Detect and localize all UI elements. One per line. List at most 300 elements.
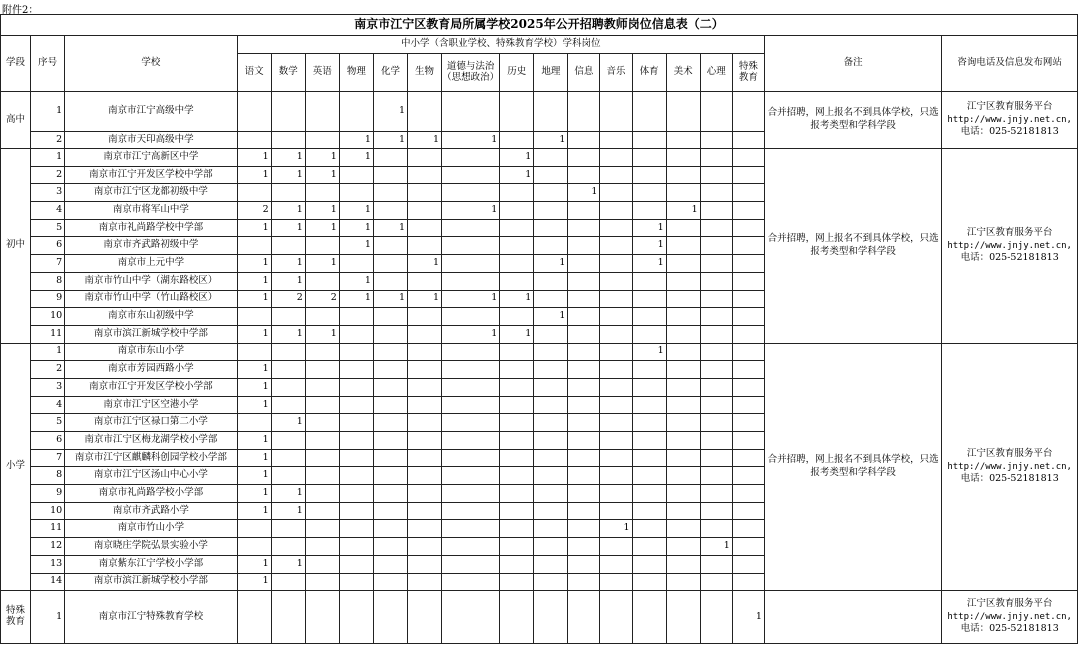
school-cell: 南京市礼尚路学校中学部 xyxy=(65,219,237,237)
count-cell xyxy=(500,378,534,396)
count-cell: 1 xyxy=(271,166,305,184)
count-cell xyxy=(732,396,764,414)
count-cell: 1 xyxy=(237,361,271,379)
count-cell: 1 xyxy=(339,149,373,167)
count-cell xyxy=(339,520,373,538)
count-cell xyxy=(442,485,500,503)
seq-cell: 9 xyxy=(31,290,65,308)
count-cell xyxy=(339,378,373,396)
count-cell xyxy=(666,449,700,467)
count-cell xyxy=(666,132,700,149)
school-cell: 南京市江宁区麒麟科创园学校小学部 xyxy=(65,449,237,467)
count-cell xyxy=(732,325,764,343)
count-cell xyxy=(442,449,500,467)
count-cell: 1 xyxy=(237,555,271,573)
count-cell xyxy=(237,308,271,326)
count-cell xyxy=(666,414,700,432)
count-cell: 1 xyxy=(732,591,764,644)
count-cell xyxy=(339,308,373,326)
count-cell xyxy=(632,92,666,132)
count-cell xyxy=(632,325,666,343)
seq-cell: 7 xyxy=(31,449,65,467)
count-cell xyxy=(373,272,407,290)
count-cell xyxy=(373,237,407,255)
header-school: 学校 xyxy=(65,36,237,92)
header-subject-14: 特殊 教育 xyxy=(732,54,764,92)
count-cell: 1 xyxy=(442,202,500,220)
count-cell xyxy=(408,449,442,467)
count-cell xyxy=(339,166,373,184)
count-cell xyxy=(666,555,700,573)
count-cell: 1 xyxy=(500,166,534,184)
count-cell xyxy=(408,308,442,326)
count-cell xyxy=(534,92,568,132)
count-cell: 1 xyxy=(305,202,339,220)
seq-cell: 2 xyxy=(31,166,65,184)
count-cell xyxy=(305,237,339,255)
table-row xyxy=(1,343,1078,361)
contact-url[interactable]: http://www.jnjy.net.cn, xyxy=(947,240,1072,251)
count-cell xyxy=(700,272,732,290)
contact-cell xyxy=(942,591,1078,644)
count-cell xyxy=(534,166,568,184)
count-cell xyxy=(442,272,500,290)
header-subject-0: 语文 xyxy=(237,54,271,92)
seq-cell: 3 xyxy=(31,184,65,202)
school-cell: 南京市东山小学 xyxy=(65,343,237,361)
count-cell xyxy=(666,378,700,396)
seq-cell: 11 xyxy=(31,325,65,343)
count-cell: 1 xyxy=(339,290,373,308)
count-cell xyxy=(600,555,632,573)
table-title: 南京市江宁区教育局所属学校2025年公开招聘教师岗位信息表（二） xyxy=(1,15,1078,36)
count-cell xyxy=(534,290,568,308)
count-cell xyxy=(442,92,500,132)
count-cell xyxy=(534,538,568,556)
count-cell xyxy=(568,308,600,326)
count-cell: 1 xyxy=(237,272,271,290)
count-cell xyxy=(732,308,764,326)
count-cell xyxy=(500,361,534,379)
count-cell xyxy=(534,467,568,485)
count-cell xyxy=(666,520,700,538)
count-cell xyxy=(305,396,339,414)
count-cell xyxy=(600,237,632,255)
count-cell xyxy=(305,272,339,290)
count-cell xyxy=(732,290,764,308)
count-cell xyxy=(632,308,666,326)
count-cell xyxy=(568,237,600,255)
count-cell xyxy=(600,485,632,503)
count-cell xyxy=(632,485,666,503)
count-cell: 1 xyxy=(237,166,271,184)
count-cell xyxy=(500,396,534,414)
contact-cell xyxy=(942,92,1078,149)
count-cell xyxy=(442,591,500,644)
count-cell xyxy=(700,432,732,450)
count-cell xyxy=(568,132,600,149)
count-cell xyxy=(442,361,500,379)
count-cell xyxy=(568,166,600,184)
count-cell xyxy=(700,202,732,220)
count-cell: 1 xyxy=(632,255,666,273)
count-cell xyxy=(600,396,632,414)
count-cell xyxy=(500,573,534,591)
seq-cell: 12 xyxy=(31,538,65,556)
seq-cell: 14 xyxy=(31,573,65,591)
count-cell xyxy=(568,272,600,290)
count-cell: 1 xyxy=(237,573,271,591)
count-cell xyxy=(373,361,407,379)
count-cell: 1 xyxy=(339,202,373,220)
count-cell xyxy=(237,132,271,149)
recruitment-table xyxy=(0,14,1078,644)
count-cell xyxy=(732,149,764,167)
count-cell xyxy=(408,219,442,237)
count-cell: 2 xyxy=(305,290,339,308)
contact-platform: 江宁区教育服务平台 xyxy=(966,101,1053,113)
count-cell: 1 xyxy=(408,132,442,149)
count-cell xyxy=(271,432,305,450)
header-subject-12: 美术 xyxy=(666,54,700,92)
count-cell xyxy=(408,396,442,414)
count-cell xyxy=(632,467,666,485)
count-cell xyxy=(305,467,339,485)
count-cell xyxy=(500,343,534,361)
count-cell xyxy=(373,538,407,556)
count-cell xyxy=(271,573,305,591)
count-cell xyxy=(271,361,305,379)
count-cell: 1 xyxy=(305,149,339,167)
school-cell: 南京市齐武路初级中学 xyxy=(65,237,237,255)
count-cell xyxy=(732,219,764,237)
header-note: 备注 xyxy=(764,36,941,92)
count-cell xyxy=(732,132,764,149)
count-cell xyxy=(339,538,373,556)
count-cell: 1 xyxy=(271,414,305,432)
contact-phone: 电话：025-52181813 xyxy=(960,472,1059,484)
count-cell xyxy=(373,502,407,520)
count-cell: 1 xyxy=(700,538,732,556)
count-cell xyxy=(534,361,568,379)
count-cell xyxy=(568,290,600,308)
count-cell xyxy=(700,449,732,467)
count-cell: 1 xyxy=(237,219,271,237)
count-cell xyxy=(373,414,407,432)
count-cell xyxy=(732,361,764,379)
count-cell xyxy=(305,378,339,396)
school-cell: 南京市竹山中学（竹山路校区） xyxy=(65,290,237,308)
count-cell xyxy=(408,555,442,573)
count-cell xyxy=(408,573,442,591)
count-cell xyxy=(373,467,407,485)
count-cell: 1 xyxy=(632,219,666,237)
count-cell: 1 xyxy=(237,325,271,343)
count-cell xyxy=(534,414,568,432)
count-cell xyxy=(666,538,700,556)
count-cell xyxy=(700,184,732,202)
count-cell xyxy=(339,361,373,379)
contact-platform: 江宁区教育服务平台 xyxy=(966,226,1053,238)
count-cell xyxy=(534,555,568,573)
count-cell xyxy=(732,432,764,450)
count-cell xyxy=(666,573,700,591)
seq-cell: 7 xyxy=(31,255,65,273)
school-cell: 南京市江宁高新区中学 xyxy=(65,149,237,167)
count-cell: 1 xyxy=(339,219,373,237)
count-cell xyxy=(339,485,373,503)
seq-cell: 11 xyxy=(31,520,65,538)
count-cell xyxy=(666,502,700,520)
count-cell xyxy=(271,467,305,485)
count-cell: 1 xyxy=(237,449,271,467)
count-cell xyxy=(700,237,732,255)
seq-cell: 1 xyxy=(31,92,65,132)
count-cell xyxy=(500,449,534,467)
count-cell xyxy=(442,255,500,273)
count-cell xyxy=(732,555,764,573)
count-cell: 1 xyxy=(373,219,407,237)
count-cell xyxy=(700,308,732,326)
count-cell xyxy=(732,502,764,520)
count-cell xyxy=(408,520,442,538)
count-cell xyxy=(339,343,373,361)
count-cell xyxy=(373,343,407,361)
count-cell xyxy=(732,573,764,591)
contact-url[interactable]: http://www.jnjy.net.cn, xyxy=(947,612,1072,623)
count-cell xyxy=(442,467,500,485)
count-cell xyxy=(442,219,500,237)
count-cell xyxy=(568,449,600,467)
school-cell: 南京市滨江新城学校中学部 xyxy=(65,325,237,343)
school-cell: 南京紫东江宁学校小学部 xyxy=(65,555,237,573)
count-cell xyxy=(339,255,373,273)
count-cell xyxy=(568,520,600,538)
count-cell xyxy=(568,202,600,220)
count-cell: 1 xyxy=(500,149,534,167)
count-cell xyxy=(732,485,764,503)
count-cell xyxy=(271,449,305,467)
count-cell xyxy=(700,414,732,432)
header-subject-5: 生物 xyxy=(408,54,442,92)
count-cell xyxy=(373,432,407,450)
count-cell xyxy=(600,361,632,379)
count-cell xyxy=(666,184,700,202)
count-cell xyxy=(666,149,700,167)
seq-cell: 2 xyxy=(31,132,65,149)
count-cell xyxy=(237,92,271,132)
count-cell xyxy=(700,290,732,308)
count-cell xyxy=(373,166,407,184)
count-cell xyxy=(305,308,339,326)
count-cell xyxy=(632,149,666,167)
count-cell xyxy=(305,92,339,132)
count-cell xyxy=(568,467,600,485)
count-cell: 1 xyxy=(305,255,339,273)
count-cell xyxy=(732,538,764,556)
count-cell: 1 xyxy=(271,149,305,167)
count-cell xyxy=(442,184,500,202)
count-cell xyxy=(568,538,600,556)
count-cell xyxy=(339,573,373,591)
count-cell xyxy=(305,502,339,520)
count-cell xyxy=(408,591,442,644)
count-cell xyxy=(700,378,732,396)
count-cell xyxy=(500,184,534,202)
count-cell xyxy=(666,237,700,255)
count-cell: 1 xyxy=(373,290,407,308)
count-cell xyxy=(600,184,632,202)
count-cell xyxy=(600,92,632,132)
header-subject-10: 音乐 xyxy=(600,54,632,92)
stage-cell: 特殊 教育 xyxy=(1,591,31,644)
count-cell xyxy=(568,255,600,273)
header-subject-3: 物理 xyxy=(339,54,373,92)
school-cell: 南京市竹山中学（湖东路校区） xyxy=(65,272,237,290)
count-cell xyxy=(700,149,732,167)
count-cell xyxy=(732,378,764,396)
count-cell xyxy=(732,343,764,361)
contact-url[interactable]: http://www.jnjy.net.cn, xyxy=(947,461,1072,472)
count-cell xyxy=(271,591,305,644)
count-cell xyxy=(237,538,271,556)
count-cell xyxy=(339,184,373,202)
count-cell xyxy=(666,361,700,379)
count-cell: 1 xyxy=(568,184,600,202)
school-cell: 南京市将军山中学 xyxy=(65,202,237,220)
count-cell xyxy=(666,272,700,290)
count-cell xyxy=(568,573,600,591)
seq-cell: 9 xyxy=(31,485,65,503)
count-cell xyxy=(373,573,407,591)
count-cell xyxy=(700,166,732,184)
count-cell xyxy=(534,520,568,538)
count-cell: 1 xyxy=(271,555,305,573)
count-cell xyxy=(271,92,305,132)
count-cell xyxy=(632,290,666,308)
count-cell xyxy=(271,237,305,255)
contact-phone: 电话：025-52181813 xyxy=(960,623,1059,635)
count-cell xyxy=(408,502,442,520)
count-cell xyxy=(442,520,500,538)
count-cell xyxy=(534,449,568,467)
count-cell xyxy=(568,343,600,361)
count-cell xyxy=(600,219,632,237)
contact-platform: 江宁区教育服务平台 xyxy=(966,598,1053,610)
count-cell xyxy=(600,573,632,591)
count-cell xyxy=(305,449,339,467)
count-cell xyxy=(632,166,666,184)
count-cell xyxy=(500,308,534,326)
count-cell xyxy=(237,414,271,432)
attachment-label: 附件2： xyxy=(2,5,39,16)
count-cell xyxy=(732,202,764,220)
count-cell: 1 xyxy=(500,325,534,343)
count-cell xyxy=(408,467,442,485)
count-cell xyxy=(568,432,600,450)
count-cell xyxy=(700,485,732,503)
count-cell xyxy=(632,520,666,538)
count-cell xyxy=(732,414,764,432)
count-cell xyxy=(568,361,600,379)
count-cell xyxy=(568,219,600,237)
seq-cell: 1 xyxy=(31,149,65,167)
count-cell xyxy=(237,184,271,202)
count-cell xyxy=(442,555,500,573)
count-cell: 1 xyxy=(339,272,373,290)
count-cell xyxy=(305,485,339,503)
count-cell xyxy=(408,184,442,202)
seq-cell: 8 xyxy=(31,467,65,485)
contact-url[interactable]: http://www.jnjy.net.cn, xyxy=(947,114,1072,125)
count-cell xyxy=(408,92,442,132)
count-cell xyxy=(408,361,442,379)
count-cell xyxy=(632,449,666,467)
count-cell xyxy=(500,591,534,644)
count-cell xyxy=(666,308,700,326)
count-cell xyxy=(442,343,500,361)
count-cell xyxy=(666,290,700,308)
count-cell xyxy=(534,573,568,591)
count-cell xyxy=(600,325,632,343)
school-cell: 南京市江宁区空港小学 xyxy=(65,396,237,414)
count-cell: 1 xyxy=(237,485,271,503)
count-cell xyxy=(666,591,700,644)
count-cell xyxy=(373,149,407,167)
school-cell: 南京市齐武路小学 xyxy=(65,502,237,520)
count-cell xyxy=(568,396,600,414)
count-cell xyxy=(568,591,600,644)
count-cell xyxy=(666,92,700,132)
count-cell xyxy=(442,432,500,450)
count-cell xyxy=(666,255,700,273)
count-cell xyxy=(500,272,534,290)
seq-cell: 2 xyxy=(31,361,65,379)
count-cell xyxy=(408,237,442,255)
header-subject-1: 数学 xyxy=(271,54,305,92)
count-cell xyxy=(534,502,568,520)
count-cell xyxy=(632,202,666,220)
table-row xyxy=(1,149,1078,167)
count-cell xyxy=(500,432,534,450)
count-cell: 1 xyxy=(237,255,271,273)
count-cell: 1 xyxy=(632,237,666,255)
count-cell xyxy=(305,520,339,538)
count-cell xyxy=(700,325,732,343)
count-cell xyxy=(442,573,500,591)
count-cell xyxy=(442,308,500,326)
count-cell xyxy=(600,414,632,432)
count-cell xyxy=(339,414,373,432)
count-cell xyxy=(339,591,373,644)
count-cell xyxy=(339,325,373,343)
count-cell: 1 xyxy=(271,272,305,290)
count-cell xyxy=(373,591,407,644)
count-cell xyxy=(700,132,732,149)
header-subject-13: 心理 xyxy=(700,54,732,92)
count-cell xyxy=(732,237,764,255)
count-cell xyxy=(534,219,568,237)
count-cell: 1 xyxy=(305,325,339,343)
count-cell xyxy=(442,538,500,556)
count-cell xyxy=(632,555,666,573)
count-cell xyxy=(408,378,442,396)
count-cell xyxy=(732,520,764,538)
count-cell xyxy=(534,396,568,414)
count-cell xyxy=(632,432,666,450)
count-cell xyxy=(442,149,500,167)
header-seq: 序号 xyxy=(31,36,65,92)
